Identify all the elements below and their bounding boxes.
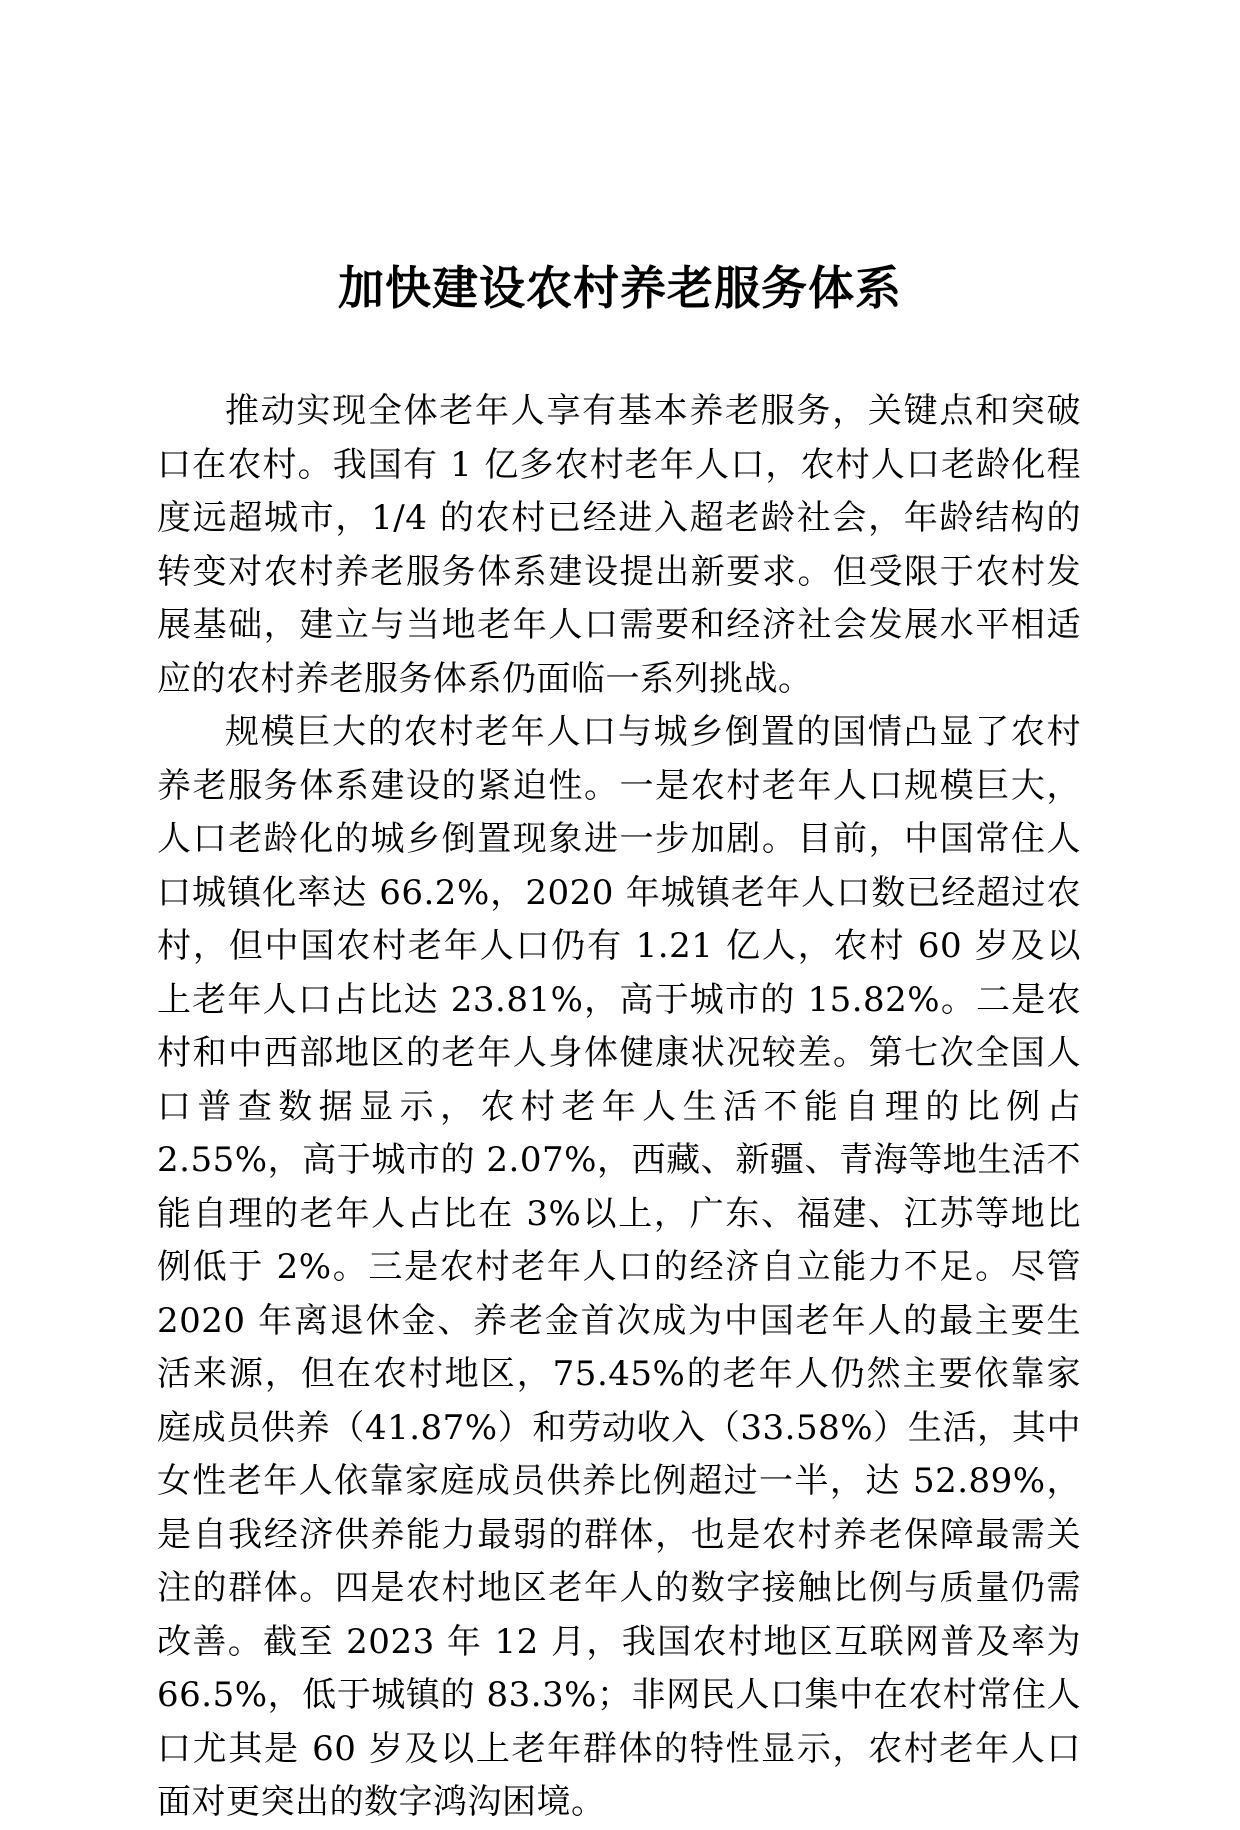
document-body: [157, 385, 1081, 1830]
document-title: 加快建设农村养老服务体系: [338, 261, 902, 315]
paragraph-intro: 推动实现全体老年人享有基本养老服务，关键点和突破口在农村。我国有 1 亿多农村老年人口，农村人口老龄化程度远超城市，1/4 的农村已经进入超老龄社会，年龄结构的转变对农村养老服务体系建设提出新要求。但受限于农村发展基础，建立与当地老年人口需要和经济社会发展水平相适应的农村养老服务体系仍面临一系列挑战。: [157, 391, 1081, 699]
paragraph-urgency: 规模巨大的农村老年人口与城乡倒置的国情凸显了农村养老服务体系建设的紧迫性。一是农村老年人口规模巨大，人口老龄化的城乡倒置现象进一步加剧。目前，中国常住人口城镇化率达 66.2%，2020 年城镇老年人口数已经超过农村，但中国农村老年人口仍有 1.21 亿人，农村 60 岁及以上老年人口占比达 23.81%，高于城市的 15.82%。二是农村和中西部地区的老年人身体健康状况较差。第七次全国人口普查数据显示，农村老年人生活不能自理的比例占 2.55%，高于城市的 2.07%，西藏、新疆、青海等地生活不能自理的老年人占比在 3%以上，广东、福建、江苏等地比例低于 2%。三是农村老年人口的经济自立能力不足。尽管 2020 年离退休金、养老金首次成为中国老年人的最主要生活来源，但在农村地区，75.45%的老年人仍然主要依靠家庭成员供养（41.87%）和劳动收入（33.58%）生活，其中女性老年人依靠家庭成员供养比例超过一半，达 52.89%，是自我经济供养能力最弱的群体，也是农村养老保障最需关注的群体。四是农村地区老年人的数字接触比例与质量仍需改善。截至 2023 年 12 月，我国农村地区互联网普及率为 66.5%，低于城镇的 83.3%；非网民人口集中在农村常住人口尤其是 60 岁及以上老年群体的特性显示，农村老年人口面对更突出的数字鸿沟困境。: [157, 712, 1081, 1822]
